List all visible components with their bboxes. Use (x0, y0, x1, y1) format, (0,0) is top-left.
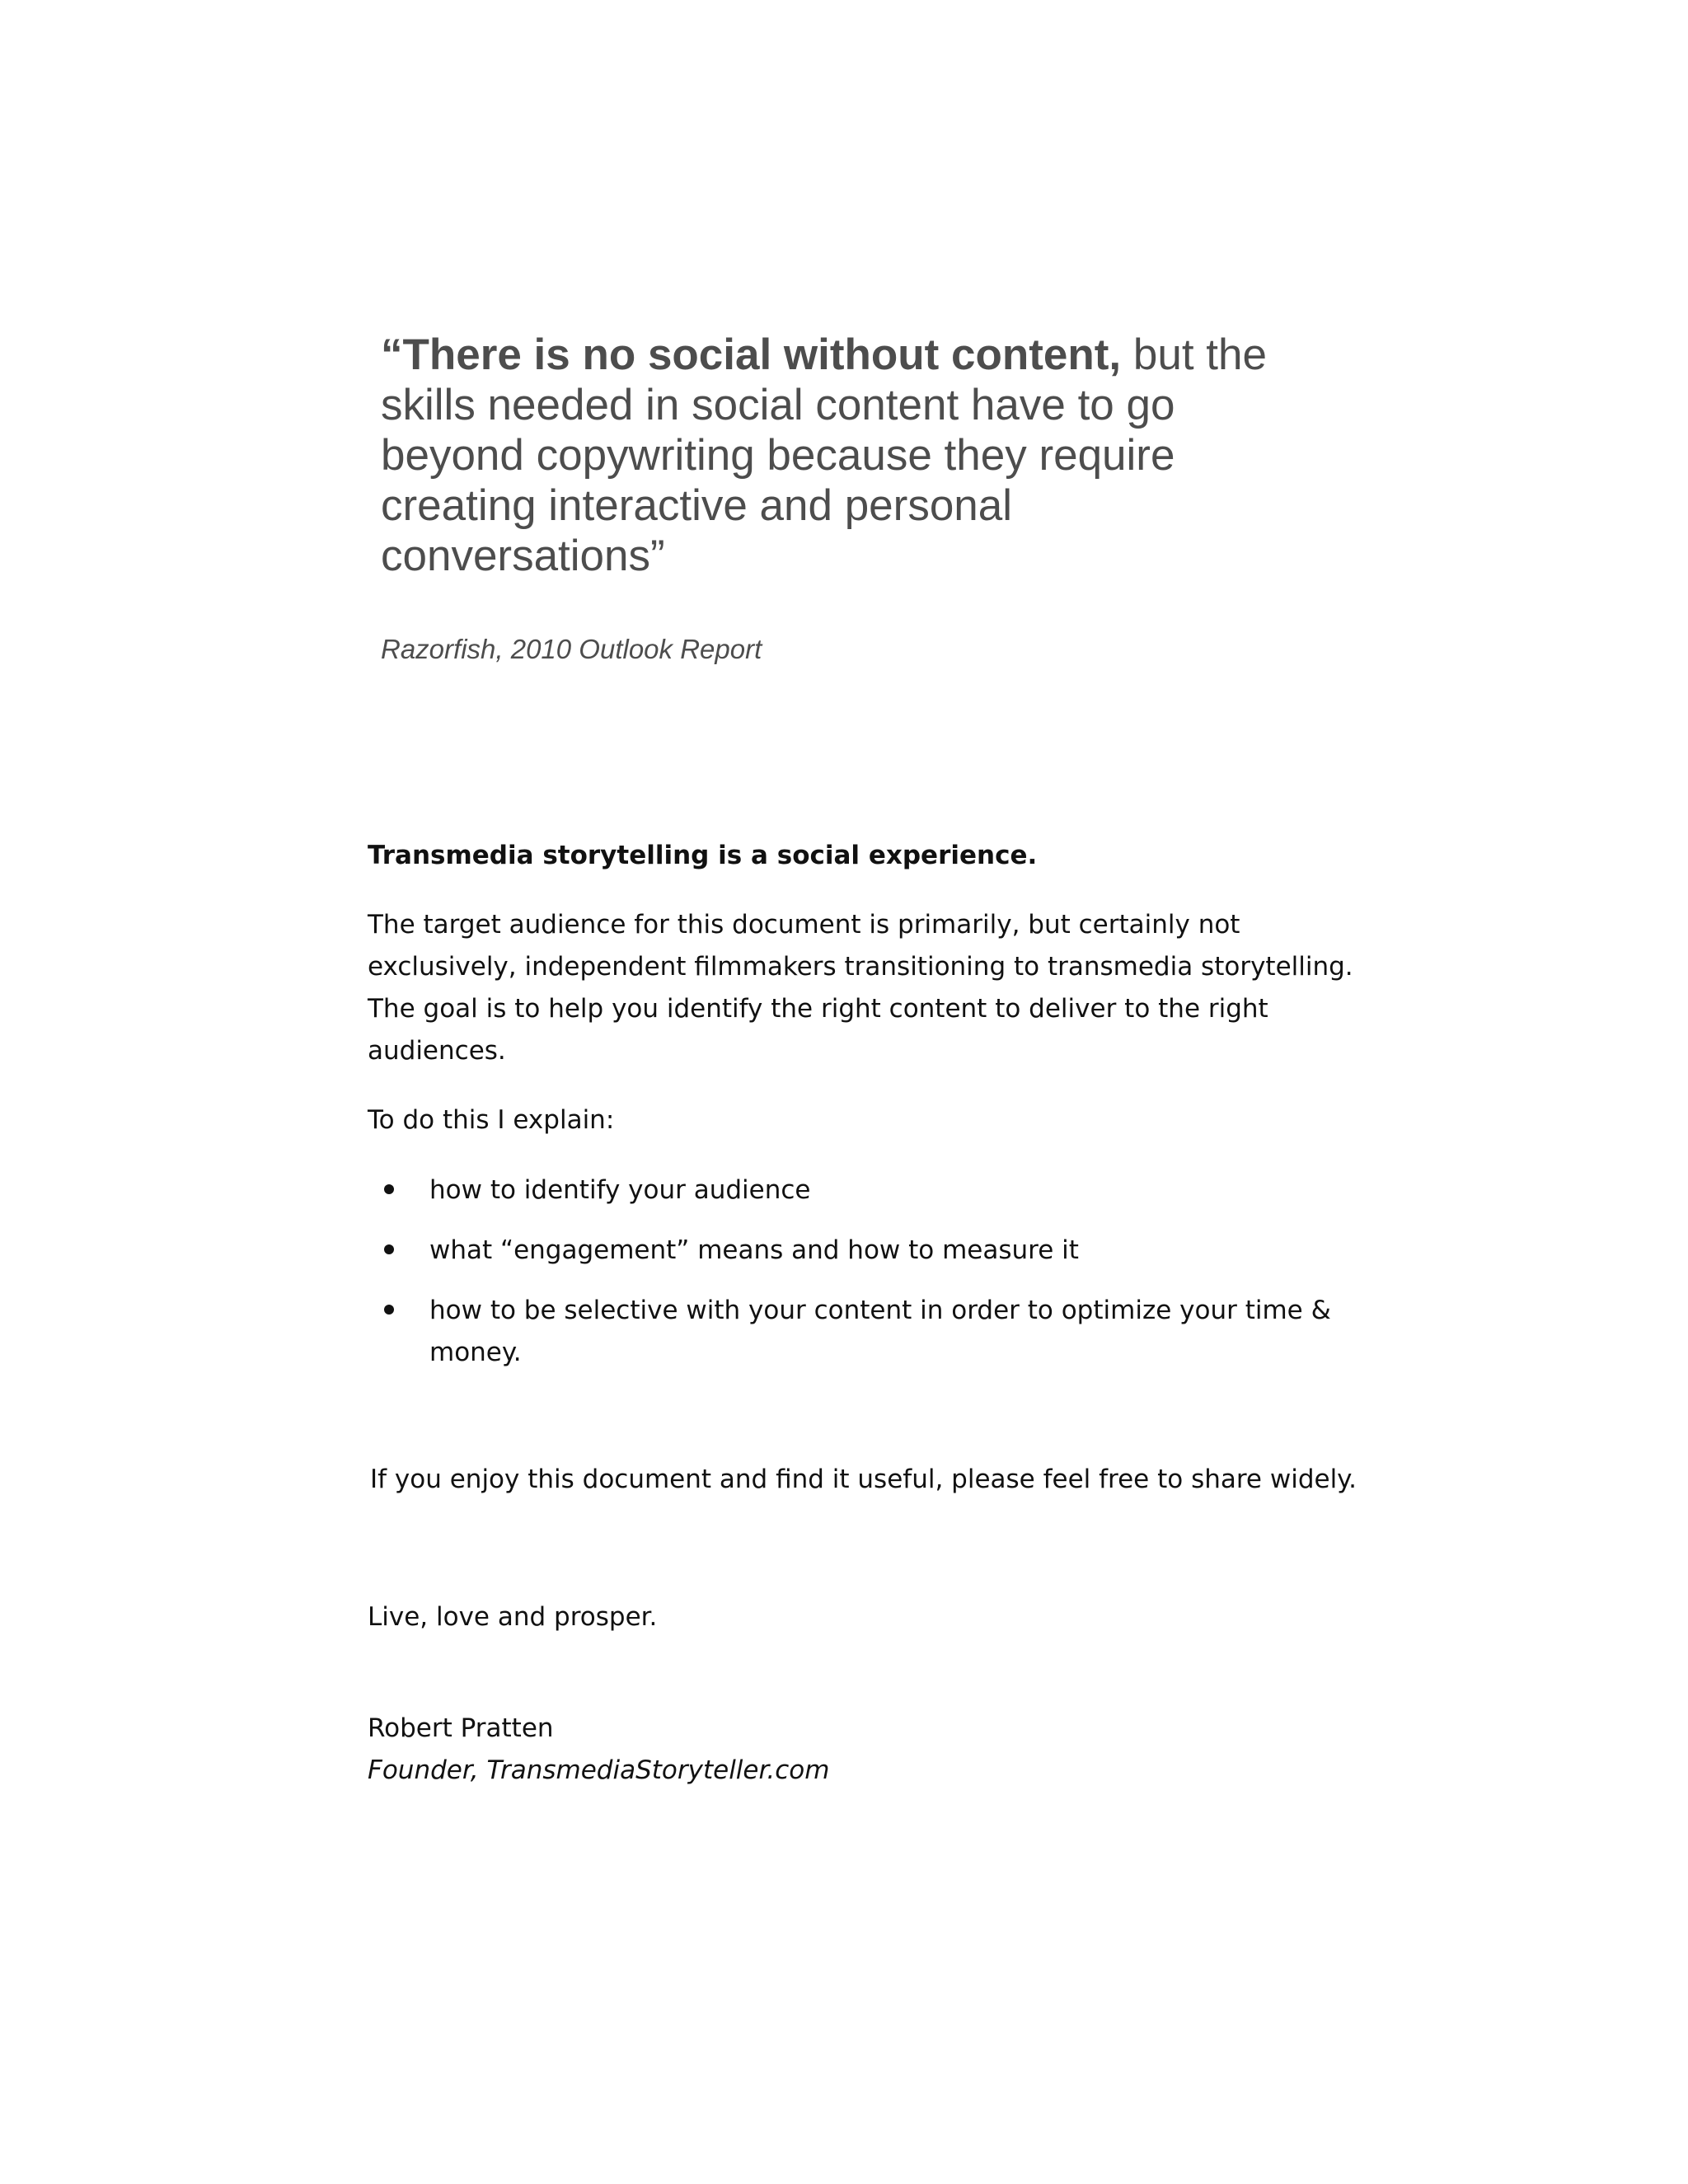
bullet-list (368, 1169, 1331, 1392)
list-intro: To do this I explain: (368, 1105, 615, 1135)
paragraph-line: exclusively, independent filmmakers transitioning to transmedia storytelling. (368, 952, 1353, 982)
paragraph-line: The target audience for this document is primarily, but certainly not (368, 910, 1240, 940)
quote-line-5: conversations” (381, 532, 665, 580)
bullet-icon (384, 1184, 394, 1194)
bullet-icon (384, 1244, 394, 1254)
list-item-text: money. (429, 1338, 522, 1367)
quote-line-1-rest: but the (1121, 330, 1267, 379)
list-item-text: how to identify your audience (429, 1175, 811, 1205)
quote-line-4: creating interactive and personal (381, 481, 1013, 530)
bullet-icon (384, 1305, 394, 1315)
quote-bold-text: “There is no social without content, (381, 330, 1122, 379)
quote-attribution: Razorfish, 2010 Outlook Report (381, 634, 762, 664)
quote-line-1 (381, 330, 1370, 380)
intro-paragraph (368, 904, 1353, 1072)
quote-line-3: beyond copywriting because they require (381, 431, 1175, 480)
list-item (368, 1290, 1331, 1374)
list-item (368, 1169, 1331, 1212)
list-item (368, 1230, 1331, 1272)
share-note: If you enjoy this document and find it useful, please feel free to share widely. (370, 1465, 1357, 1494)
paragraph-line: The goal is to help you identify the right content to deliver to the right (368, 994, 1268, 1024)
paragraph-line: audiences. (368, 1036, 506, 1066)
list-item-text: how to be selective with your content in order to optimize your time & (429, 1296, 1331, 1325)
list-item-text: what “engagement” means and how to measure it (429, 1235, 1079, 1265)
author-title: Founder, TransmediaStoryteller.com (368, 1755, 830, 1785)
section-heading: Transmedia storytelling is a social experience. (368, 841, 1038, 870)
pull-quote (381, 330, 1370, 581)
closing-line: Live, love and prosper. (368, 1602, 658, 1632)
author-name: Robert Pratten (368, 1713, 554, 1743)
quote-line-2: skills needed in social content have to go (381, 381, 1175, 429)
